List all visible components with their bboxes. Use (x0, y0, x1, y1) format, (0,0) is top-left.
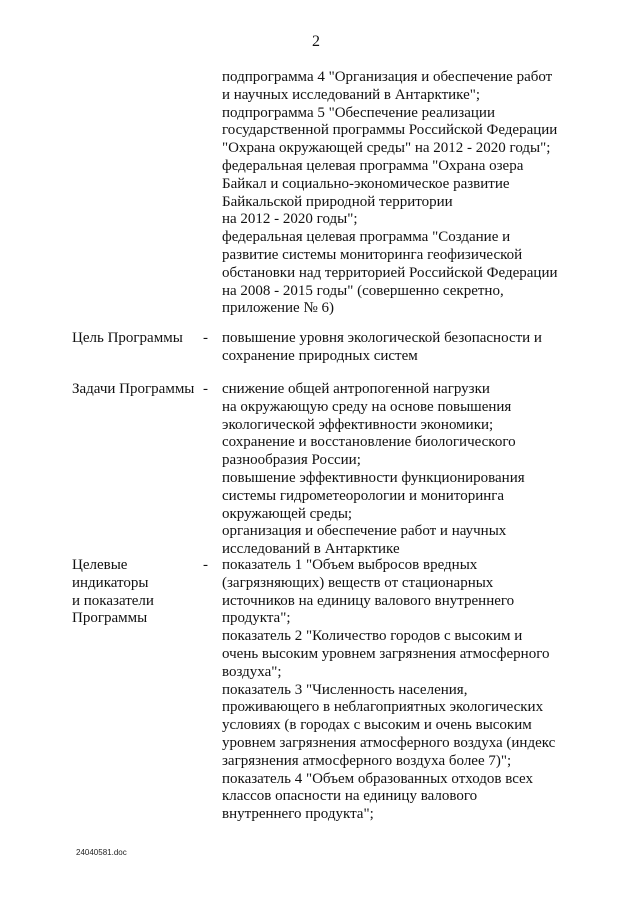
text-line: условиях (в городах с высоким и очень высоким (222, 717, 532, 734)
text-line: показатель 2 "Количество городов с высоким и (222, 628, 523, 645)
text-line: разнообразия России; (222, 452, 361, 469)
text-line: сохранение природных систем (222, 347, 418, 364)
text-line: очень высоким уровнем загрязнения атмосферного (222, 645, 550, 662)
text-line: исследований в Антарктике (222, 541, 400, 558)
text-line: окружающей среды; (222, 505, 353, 522)
text-line: приложение № 6) (222, 300, 335, 317)
text-line: Байкальской природной территории (222, 193, 453, 210)
text-line: уровнем загрязнения атмосферного воздуха (индекс (222, 734, 556, 751)
text-line: (загрязняющих) веществ от стационарных (222, 574, 494, 591)
text-line: проживающего в неблагоприятных экологических (222, 699, 544, 716)
text-line: организация и обеспечение работ и научных (222, 523, 507, 540)
text-line: продукта"; (222, 610, 291, 627)
text-line: государственной программы Российской Федерации (222, 122, 558, 139)
text-line: загрязнения атмосферного воздуха более 7)"; (222, 752, 512, 769)
label-line: Программы (72, 610, 148, 627)
indicators-label (72, 557, 200, 628)
text-line: "Охрана окружающей среды" на 2012 - 2020 годы"; (222, 140, 551, 157)
text-line: на окружающую среду на основе повышения (222, 398, 512, 415)
subprograms-list (222, 69, 602, 318)
text-line: сохранение и восстановление биологического (222, 434, 516, 451)
text-line: Байкал и социально-экономическое развитие (222, 175, 510, 192)
document-filename: 24040581.doc (76, 848, 127, 857)
tasks-text (222, 381, 602, 559)
text-line: развитие системы мониторинга геофизической (222, 246, 523, 263)
goal-label (72, 330, 200, 348)
indicators-dash: - (203, 557, 208, 573)
text-line: федеральная целевая программа "Создание и (222, 229, 511, 246)
text-line: на 2012 - 2020 годы"; (222, 211, 358, 228)
label-line: и показатели (72, 592, 154, 609)
text-line: обстановки над территорией Российской Федерации (222, 264, 558, 281)
text-line: системы гидрометеорологии и мониторинга (222, 487, 505, 504)
goal-dash: - (203, 330, 208, 346)
text-line: повышение уровня экологической безопасности и (222, 330, 542, 346)
text-line: воздуха"; (222, 663, 282, 680)
text-line: подпрограмма 4 "Организация и обеспечение работ (222, 69, 553, 85)
text-line: подпрограмма 5 "Обеспечение реализации (222, 104, 495, 121)
text-line: на 2008 - 2015 годы" (совершенно секретно, (222, 282, 504, 299)
text-line: федеральная целевая программа "Охрана озера (222, 157, 524, 174)
text-line: классов опасности на единицу валового (222, 788, 478, 805)
text-line: и научных исследований в Антарктике"; (222, 86, 481, 103)
text-line: внутреннего продукта"; (222, 806, 374, 823)
tasks-dash: - (203, 381, 208, 397)
text-line: снижение общей антропогенной нагрузки (222, 381, 490, 397)
label-line: Задачи Программы (72, 381, 195, 397)
label-line: Целевые (72, 557, 128, 573)
indicators-text (222, 557, 602, 824)
text-line: повышение эффективности функционирования (222, 469, 525, 486)
label-line: Цель Программы (72, 330, 183, 346)
text-line: источников на единицу валового внутреннего (222, 592, 515, 609)
text-line: показатель 4 "Объем образованных отходов всех (222, 770, 534, 787)
tasks-label (72, 381, 200, 399)
text-line: показатель 3 "Численность населения, (222, 681, 468, 698)
page-number: 2 (312, 33, 320, 50)
text-line: показатель 1 "Объем выбросов вредных (222, 557, 478, 573)
label-line: индикаторы (72, 574, 149, 591)
goal-text (222, 330, 602, 366)
text-line: экологической эффективности экономики; (222, 416, 494, 433)
